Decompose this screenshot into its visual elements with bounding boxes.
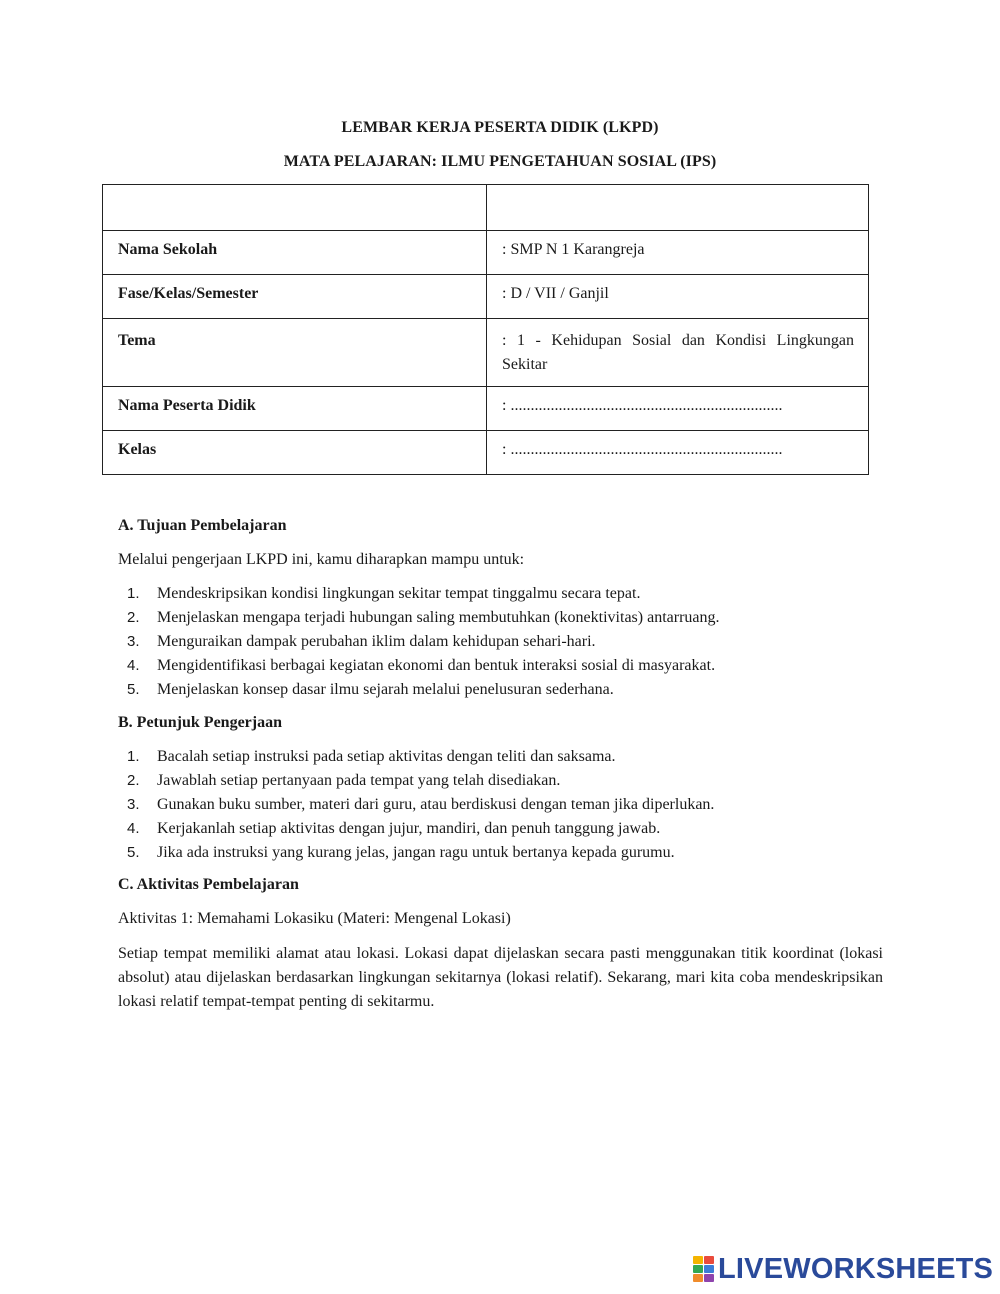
list-text: Mengidentifikasi berbagai kegiatan ekonomi dan bentuk interaksi sosial di masyarakat. (157, 657, 716, 674)
list-item (118, 817, 883, 841)
list-item (118, 630, 883, 654)
activity-title: Aktivitas 1: Memahami Lokasiku (Materi: Mengenal Lokasi) (118, 910, 511, 927)
list-item (118, 582, 883, 606)
section-heading: B. Petunjuk Pengerjaan (118, 714, 282, 731)
list-number: 4. (127, 820, 140, 837)
liveworksheets-logo (693, 1252, 993, 1286)
list-item (118, 841, 883, 865)
list-item (118, 745, 883, 769)
section-heading: A. Tujuan Pembelajaran (118, 517, 287, 534)
list-text: Menjelaskan konsep dasar ilmu sejarah melalui penelusuran sederhana. (157, 681, 614, 698)
list-number: 1. (127, 748, 140, 765)
section-a-list (118, 582, 883, 702)
identity-table (102, 184, 869, 475)
list-item (118, 769, 883, 793)
section-b-list (118, 745, 883, 865)
list-item (118, 654, 883, 678)
input-nama-peserta-didik[interactable]: : .................................................................... (487, 387, 869, 431)
list-number: 1. (127, 585, 140, 602)
list-number: 5. (127, 681, 140, 698)
table-row (103, 185, 869, 231)
section-b-heading (118, 714, 883, 732)
logo-mark-icon (693, 1256, 714, 1282)
table-value-cell (487, 185, 869, 231)
table-label-cell (103, 185, 487, 231)
list-text: Menjelaskan mengapa terjadi hubungan saling membutuhkan (konektivitas) antarruang. (157, 609, 720, 626)
list-text: Jawablah setiap pertanyaan pada tempat yang telah disediakan. (157, 772, 561, 789)
section-heading: C. Aktivitas Pembelajaran (118, 876, 299, 893)
list-text: Gunakan buku sumber, materi dari guru, atau berdiskusi dengan teman jika diperlukan. (157, 796, 715, 813)
list-item (118, 606, 883, 630)
value-nama-sekolah: : SMP N 1 Karangreja (487, 231, 869, 275)
list-text: Menguraikan dampak perubahan iklim dalam kehidupan sehari-hari. (157, 633, 596, 650)
list-number: 3. (127, 633, 140, 650)
subject-title: MATA PELAJARAN: ILMU PENGETAHUAN SOSIAL (IPS) (283, 153, 717, 170)
label-nama-sekolah: Nama Sekolah (103, 231, 487, 275)
list-text: Kerjakanlah setiap aktivitas dengan jujur, mandiri, dan penuh tanggung jawab. (157, 820, 661, 837)
table-row (103, 275, 869, 319)
value-fase-kelas-semester: : D / VII / Ganjil (487, 275, 869, 319)
section-a-heading (118, 517, 883, 535)
list-number: 4. (127, 657, 140, 674)
list-number: 2. (127, 609, 140, 626)
logo-text: LIVEWORKSHEETS (718, 1252, 994, 1285)
list-number: 3. (127, 796, 140, 813)
section-c-heading (118, 876, 883, 894)
list-text: Jika ada instruksi yang kurang jelas, jangan ragu untuk bertanya kepada gurumu. (157, 844, 675, 861)
label-tema: Tema (103, 319, 487, 387)
list-item (118, 678, 883, 702)
table-row (103, 231, 869, 275)
list-number: 5. (127, 844, 140, 861)
section-a-intro: Melalui pengerjaan LKPD ini, kamu diharapkan mampu untuk: (118, 551, 525, 568)
list-number: 2. (127, 772, 140, 789)
label-kelas: Kelas (103, 431, 487, 475)
document-title: LEMBAR KERJA PESERTA DIDIK (LKPD) (341, 119, 659, 136)
label-fase-kelas-semester: Fase/Kelas/Semester (103, 275, 487, 319)
activity-paragraph: Setiap tempat memiliki alamat atau lokasi. Lokasi dapat dijelaskan secara pasti menggunakan titik koordinat (lokasi absolut) atau dijelaskan berdasarkan lingkungan sekitarnya (lokasi relatif). Sekarang, mari kita coba mendeskripsikan lokasi relatif tempat-tempat penting di sekitarmu. (118, 945, 883, 1010)
list-text: Mendeskripsikan kondisi lingkungan sekitar tempat tinggalmu secara tepat. (157, 585, 641, 602)
label-nama-peserta-didik: Nama Peserta Didik (103, 387, 487, 431)
table-row (103, 387, 869, 431)
value-tema: : 1 - Kehidupan Sosial dan Kondisi Lingkungan Sekitar (487, 319, 869, 387)
list-item (118, 793, 883, 817)
table-row (103, 319, 869, 387)
input-kelas[interactable]: : .................................................................... (487, 431, 869, 475)
list-text: Bacalah setiap instruksi pada setiap aktivitas dengan teliti dan saksama. (157, 748, 616, 765)
table-row (103, 431, 869, 475)
